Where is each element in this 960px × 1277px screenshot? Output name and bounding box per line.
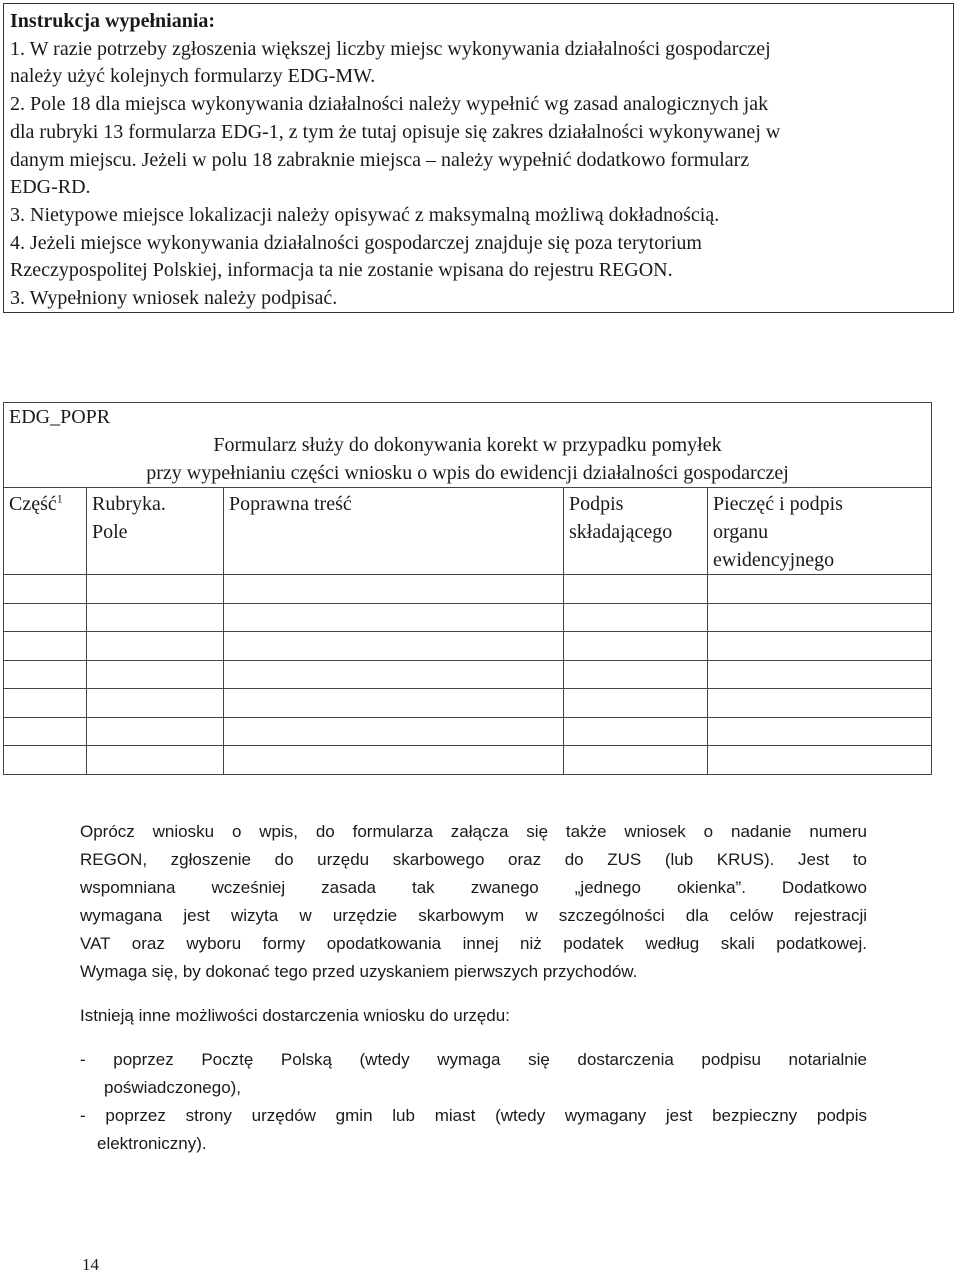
table-cell[interactable] xyxy=(87,746,224,775)
table-cell[interactable] xyxy=(564,746,708,775)
paragraph-line: Oprócz wniosku o wpis, do formularza załącza się także wniosek o nadanie numeru xyxy=(80,822,867,841)
table-cell[interactable] xyxy=(87,689,224,718)
table-cell[interactable] xyxy=(87,660,224,689)
table-row xyxy=(4,689,932,718)
instruction-line: EDG-RD. xyxy=(10,176,91,199)
table-cell[interactable] xyxy=(87,632,224,661)
column-header-field: Rubryka. Pole xyxy=(87,488,224,575)
instruction-line: 3. Wypełniony wniosek należy podpisać. xyxy=(10,287,338,310)
bullet-line: elektroniczny). xyxy=(97,1134,207,1153)
table-cell[interactable] xyxy=(4,632,87,661)
body-text xyxy=(80,818,867,1158)
table-row xyxy=(4,746,932,775)
bullet-line: - poprzez strony urzędów gmin lub miast (wtedy wymagany jest bezpieczny podpis xyxy=(80,1106,867,1125)
instruction-line: danym miejscu. Jeżeli w polu 18 zabraknie miejsca – należy wypełnić dodatkowo formularz xyxy=(10,148,750,171)
table-cell[interactable] xyxy=(708,746,932,775)
table-cell[interactable] xyxy=(224,717,564,746)
footnote-marker: 1 xyxy=(56,491,63,506)
table-cell[interactable] xyxy=(4,660,87,689)
instructions-title: Instrukcja wypełniania: xyxy=(10,10,216,32)
instruction-line: 4. Jeżeli miejsce wykonywania działalności gospodarczej znajduje się poza terytorium xyxy=(10,231,702,254)
table-row xyxy=(4,575,932,604)
form-code-cell xyxy=(4,403,932,432)
column-header-correct-content: Poprawna treść xyxy=(224,488,564,575)
instructions-box xyxy=(3,3,954,313)
table-cell[interactable] xyxy=(4,689,87,718)
form-description-line: przy wypełnianiu części wniosku o wpis do ewidencji działalności gospodarczej xyxy=(146,462,789,484)
instruction-line: dla rubryki 13 formularza EDG-1, z tym że tutaj opisuje się zakres działalności wykonywanej w xyxy=(10,120,781,143)
table-cell[interactable] xyxy=(708,689,932,718)
column-header-seal: Pieczęć i podpis organu ewidencyjnego xyxy=(708,488,932,575)
table-cell[interactable] xyxy=(708,603,932,632)
column-header-signature: Podpis składającego xyxy=(564,488,708,575)
table-cell[interactable] xyxy=(4,746,87,775)
table-cell[interactable] xyxy=(4,603,87,632)
instruction-line: należy użyć kolejnych formularzy EDG-MW. xyxy=(10,65,376,88)
paragraph-line: wymagana jest wizyta w urzędzie skarbowym w szczególności dla celów rejestracji xyxy=(80,906,867,925)
table-row xyxy=(4,603,932,632)
instruction-line: 3. Nietypowe miejsce lokalizacji należy opisywać z maksymalną możliwą dokładnością. xyxy=(10,203,720,226)
correction-form-table xyxy=(3,402,932,775)
paragraph-line: VAT oraz wyboru formy opodatkowania innej niż podatek według skali podatkowej. xyxy=(80,934,867,953)
paragraph-line: REGON, zgłoszenie do urzędu skarbowego oraz do ZUS (lub KRUS). Jest to xyxy=(80,850,867,869)
table-cell[interactable] xyxy=(564,660,708,689)
table-row xyxy=(4,632,932,661)
table-cell[interactable] xyxy=(4,717,87,746)
table-row xyxy=(4,717,932,746)
table-cell[interactable] xyxy=(224,689,564,718)
table-cell[interactable] xyxy=(4,575,87,604)
instruction-line: 2. Pole 18 dla miejsca wykonywania działalności należy wypełnić wg zasad analogicznych jak xyxy=(10,93,769,116)
table-header-row xyxy=(4,488,932,575)
table-cell[interactable] xyxy=(224,575,564,604)
paragraph: Istnieją inne możliwości dostarczenia wniosku do urzędu: xyxy=(80,1006,510,1025)
table-cell[interactable] xyxy=(564,575,708,604)
table-cell[interactable] xyxy=(708,717,932,746)
table-cell[interactable] xyxy=(87,603,224,632)
instruction-line: 1. W razie potrzeby zgłoszenia większej liczby miejsc wykonywania działalności gospodarczej xyxy=(10,37,771,60)
table-cell[interactable] xyxy=(87,575,224,604)
table-cell[interactable] xyxy=(564,632,708,661)
table-cell[interactable] xyxy=(224,632,564,661)
instruction-line: Rzeczypospolitej Polskiej, informacja ta nie zostanie wpisana do rejestru REGON. xyxy=(10,259,673,282)
table-cell[interactable] xyxy=(564,717,708,746)
table-cell[interactable] xyxy=(87,717,224,746)
table-cell[interactable] xyxy=(564,689,708,718)
form-description-cell xyxy=(4,431,932,488)
table-cell[interactable] xyxy=(708,660,932,689)
form-code: EDG_POPR xyxy=(9,406,111,428)
column-header-part: Część$^1$ xyxy=(4,488,87,575)
table-cell[interactable] xyxy=(224,746,564,775)
bullet-line: poświadczonego), xyxy=(104,1078,242,1097)
table-cell[interactable] xyxy=(708,632,932,661)
paragraph-line: wspomniana wcześniej zasada tak zwanego „jednego okienka”. Dodatkowo xyxy=(80,878,867,897)
page-number: 14 xyxy=(82,1255,99,1274)
form-description-line: Formularz służy do dokonywania korekt w przypadku pomyłek xyxy=(213,434,722,456)
paragraph-line: Wymaga się, by dokonać tego przed uzyskaniem pierwszych przychodów. xyxy=(80,962,638,981)
table-cell[interactable] xyxy=(564,603,708,632)
bullet-line: - poprzez Pocztę Polską (wtedy wymaga się dostarczenia podpisu notarialnie xyxy=(80,1050,867,1069)
table-cell[interactable] xyxy=(708,575,932,604)
table-cell[interactable] xyxy=(224,660,564,689)
table-cell[interactable] xyxy=(224,603,564,632)
table-row xyxy=(4,660,932,689)
